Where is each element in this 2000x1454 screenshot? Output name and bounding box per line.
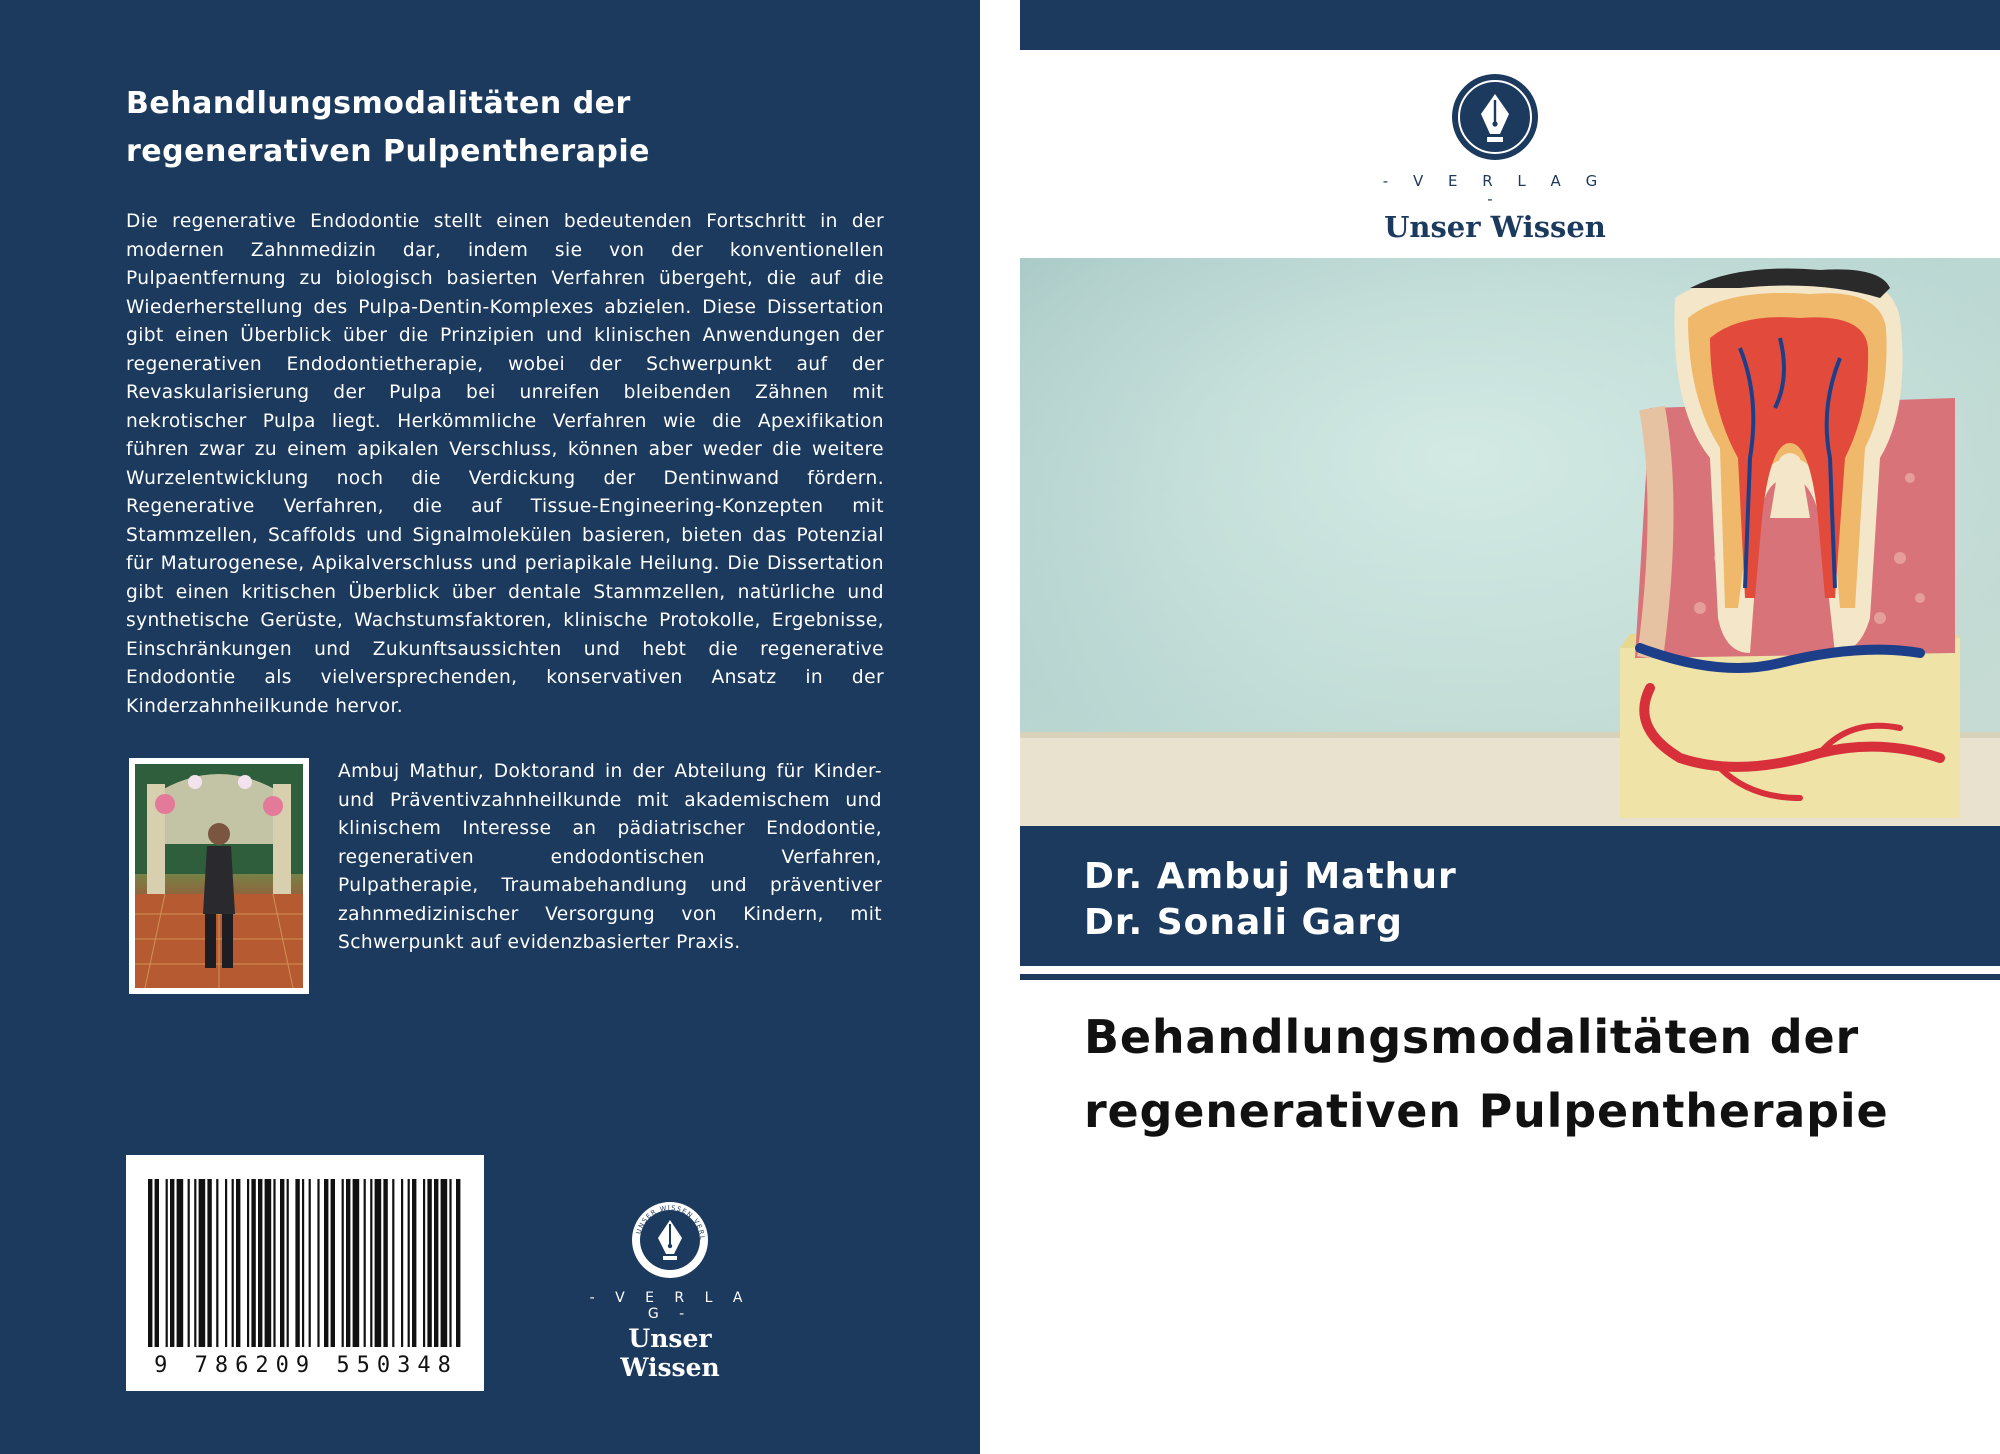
- isbn-barcode: [126, 1155, 484, 1391]
- barcode-bar: [423, 1179, 425, 1347]
- front-cover: [1020, 0, 2000, 1454]
- back-cover-title: [126, 80, 886, 176]
- barcode-bar: [194, 1179, 196, 1347]
- isbn-digits: 9 786209 550348: [154, 1353, 458, 1378]
- barcode-bar: [449, 1179, 451, 1347]
- barcode-bar: [434, 1179, 438, 1347]
- barcode-bar: [412, 1179, 416, 1347]
- barcode-bar: [265, 1179, 272, 1347]
- barcode-bar: [177, 1179, 184, 1347]
- barcode-bar: [302, 1179, 304, 1347]
- barcode-bar: [427, 1179, 431, 1347]
- author-photo-image: [135, 764, 303, 988]
- barcode-bar: [401, 1179, 403, 1347]
- publisher-pen-icon: [1450, 72, 1540, 162]
- barcode-bar: [309, 1179, 311, 1347]
- back-logo-name: Unser Wissen: [620, 1324, 720, 1382]
- barcode-bar: [392, 1179, 394, 1347]
- barcode-bar: [287, 1179, 289, 1347]
- back-logo-verlag: - V E R L A G -: [589, 1290, 751, 1322]
- back-cover-blurb: Die regenerative Endodontie stellt einen bedeutenden Fortschritt in der modernen Zahnmedizin dar, indem sie von der konventionellen Pulpaentfernung zu biologisch basierten Verfahren übergeht, die auf die Wiederherstellung des Pulpa-Dentin-Komplexes abzielen. Diese Dissertation gibt einen Überblick über die Prinzipien und klinischen Anwendungen der regenerativen Endodontietherapie, wobei der Schwerpunkt auf der Revaskularisierung der Pulpa bei unreifen bleibenden Zähnen mit nekrotischer Pulpa liegt. Herkömmliche Verfahren wie die Apexifikation führen zwar zu einem apikalen Verschluss, können aber weder die weitere Wurzelentwicklung noch die Verdickung der Dentinwand fördern. Regenerative Verfahren, die auf Tissue-Engineering-Konzepten mit Stammzellen, Scaffolds und Signalmolekülen basieren, bieten das Potenzial für Maturogenese, Apikalverschluss und periapikale Heilung. Die Dissertation gibt einen kritischen Überblick über dentale Stammzellen, natürliche und synthetische Gerüste, Wachstumsfaktoren, klinische Protokolle, Ergebnisse, Einschränkungen und Zukunftsaussichten und hebt die regenerative Endodontie als vielversprechenden, konservativen Ansatz in der Kinderzahnheilkunde hervor.: [126, 211, 884, 717]
- author-photo-illustration: [135, 764, 303, 988]
- back-publisher-logo: [580, 1200, 760, 1382]
- front-logo-verlag: - V E R L A G -: [1382, 172, 1608, 208]
- barcode-bar: [346, 1179, 350, 1347]
- barcode-bar: [280, 1179, 284, 1347]
- barcode-bar: [383, 1179, 387, 1347]
- barcode-bar: [170, 1179, 174, 1347]
- front-logo-name: Unser Wissen: [1384, 210, 1606, 244]
- divider-rule: [1020, 974, 2000, 980]
- barcode-bars: [148, 1179, 462, 1347]
- tooth-model-photo: [1020, 258, 2000, 826]
- barcode-bar: [342, 1179, 344, 1347]
- publisher-seal-icon: [630, 1200, 710, 1280]
- author-photo: [129, 758, 309, 994]
- barcode-bar: [375, 1179, 382, 1347]
- barcode-bar: [166, 1179, 168, 1347]
- barcode-bar: [408, 1179, 410, 1347]
- barcode-bar: [199, 1179, 206, 1347]
- author-name-1: Dr. Ambuj Mathur: [1084, 856, 1457, 897]
- barcode-bar: [456, 1179, 460, 1347]
- front-title-line-1: Behandlungsmodalitäten der: [1084, 1010, 1859, 1064]
- spine: [980, 0, 1020, 1454]
- barcode-bar: [295, 1179, 299, 1347]
- barcode-bar: [188, 1179, 190, 1347]
- barcode-bar: [324, 1179, 328, 1347]
- author-bio: Ambuj Mathur, Doktorand in der Abteilung für Kinder- und Präventivzahnheilkunde mit akademischem und klinischem Interesse an pädiatrischer Endodontie, regenerativen endodontischen Verfahren, Pulpatherapie, Traumabehandlung und präventiver zahnmedizinischer Versorgung von Kindern, mit Schwerpunkt auf evidenzbasierter Praxis.: [338, 761, 882, 953]
- authors-band: [1020, 826, 2000, 966]
- front-cover-title: [1084, 1000, 1964, 1148]
- barcode-bar: [370, 1179, 372, 1347]
- barcode-bar: [331, 1179, 335, 1347]
- barcode-bar: [216, 1179, 218, 1347]
- barcode-bar: [353, 1179, 360, 1347]
- front-publisher-logo: [1375, 72, 1615, 244]
- back-cover: [0, 0, 980, 1454]
- barcode-bar: [247, 1179, 249, 1347]
- barcode-bar: [207, 1179, 211, 1347]
- barcode-bar: [251, 1179, 255, 1347]
- barcode-bar: [232, 1179, 234, 1347]
- barcode-bar: [258, 1179, 262, 1347]
- barcode-bar: [273, 1179, 275, 1347]
- barcode-bar: [148, 1179, 152, 1347]
- back-title-line-1: Behandlungsmodalitäten der: [126, 86, 631, 121]
- barcode-bar: [441, 1179, 448, 1347]
- author-name-2: Dr. Sonali Garg: [1084, 902, 1403, 943]
- front-top-bar: [1020, 0, 2000, 50]
- barcode-bar: [225, 1179, 227, 1347]
- barcode-bar: [317, 1179, 319, 1347]
- barcode-bar: [236, 1179, 240, 1347]
- back-title-line-2: regenerativen Pulpentherapie: [126, 134, 651, 169]
- barcode-bar: [364, 1179, 366, 1347]
- seal-text: UNSER WISSEN VERL: [634, 1203, 707, 1242]
- front-title-line-2: regenerativen Pulpentherapie: [1084, 1084, 1889, 1138]
- barcode-bar: [155, 1179, 159, 1347]
